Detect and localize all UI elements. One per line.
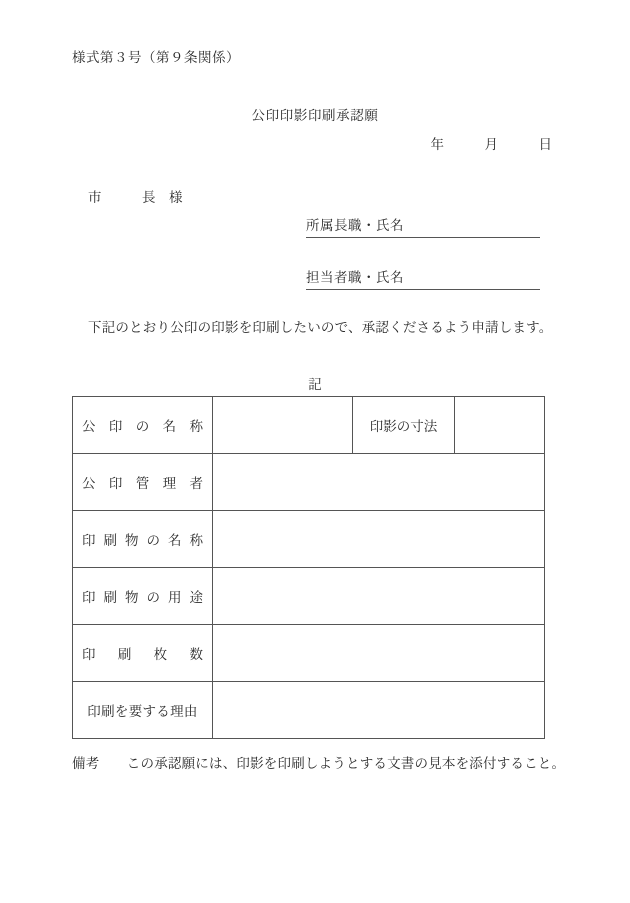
row-label-seal-manager: [73, 454, 213, 511]
table-row: [73, 511, 545, 568]
row-label-print-reason: [73, 682, 213, 739]
label-text: 印 刷 物 の 用 途: [82, 590, 203, 606]
footnote: 備考 この承認願には、印影を印刷しようとする文書の見本を添付すること。: [72, 756, 566, 772]
table-row: [73, 625, 545, 682]
row-label-seal-name: [73, 397, 213, 454]
addressee-line: 市 長 様: [88, 190, 183, 206]
label-text: 公 印 管 理 者: [82, 476, 203, 492]
form-code: 様式第３号（第９条関係）: [72, 50, 240, 66]
row-value-seal-size[interactable]: [455, 397, 545, 454]
label-text: 公 印 の 名 称: [82, 419, 203, 435]
table-row: [73, 682, 545, 739]
application-table: [72, 396, 545, 739]
row-value-print-count[interactable]: [213, 625, 545, 682]
table-row: [73, 454, 545, 511]
table-row: [73, 397, 545, 454]
signature-field-supervisor[interactable]: [306, 214, 540, 238]
table-body: [73, 397, 545, 739]
row-value-seal-name[interactable]: [213, 397, 353, 454]
row-value-print-reason[interactable]: [213, 682, 545, 739]
table-row: [73, 568, 545, 625]
document-title: 公印印影印刷承認願: [251, 108, 379, 124]
row-label-seal-size: [353, 397, 455, 454]
signature-label-officer: 担当者職・氏名: [306, 270, 404, 286]
label-text: 印影の寸法: [369, 419, 438, 435]
row-label-print-count: [73, 625, 213, 682]
signature-label-supervisor: 所属長職・氏名: [306, 218, 404, 234]
ki-marker: 記: [308, 377, 322, 393]
signature-field-officer[interactable]: [306, 266, 540, 290]
body-paragraph: 下記のとおり公印の印影を印刷したいので、承認くださるよう申請します。: [88, 320, 553, 336]
label-text: 印 刷 物 の 名 称: [82, 533, 203, 549]
row-label-print-name: [73, 511, 213, 568]
row-value-print-purpose[interactable]: [213, 568, 545, 625]
row-value-print-name[interactable]: [213, 511, 545, 568]
label-text: 印刷を要する理由: [87, 704, 198, 720]
date-line: 年 月 日: [430, 137, 552, 153]
row-label-print-purpose: [73, 568, 213, 625]
row-value-seal-manager[interactable]: [213, 454, 545, 511]
label-text: 印 刷 枚 数: [82, 647, 203, 663]
